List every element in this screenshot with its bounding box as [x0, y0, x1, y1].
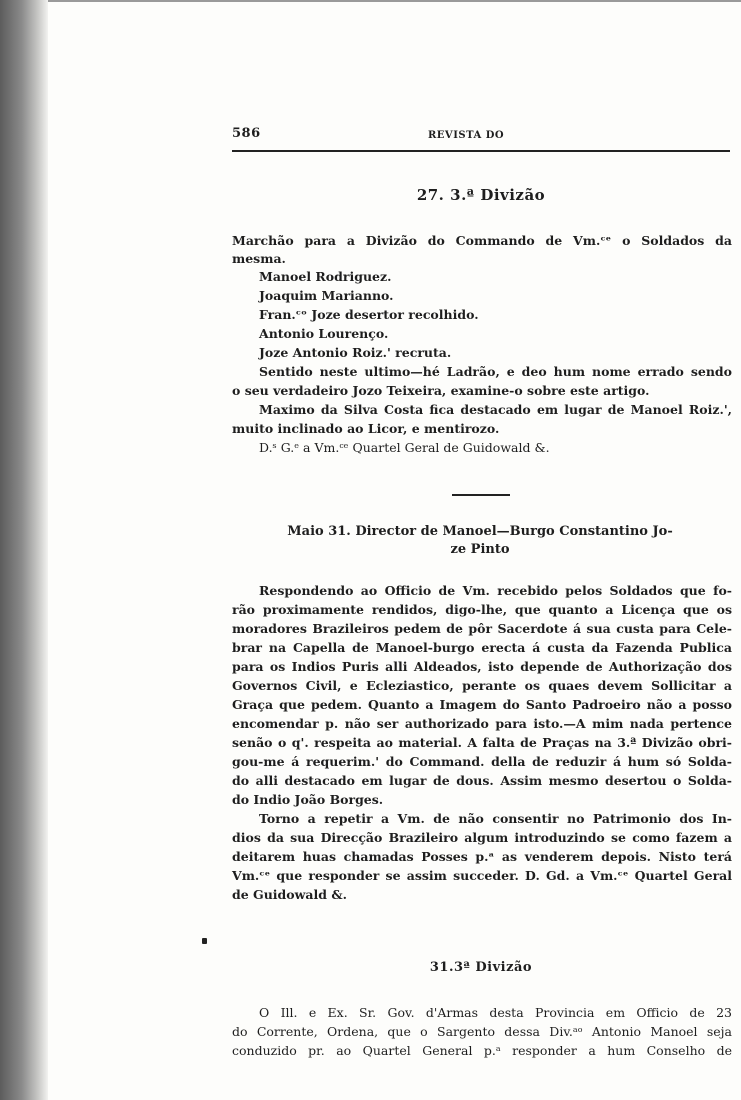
- text-line: conduzido pr. ao Quartel General p.ᵃ responder a hum Conselho de: [232, 1043, 732, 1058]
- top-edge-line: [48, 0, 741, 2]
- text-line: O Ill. e Ex. Sr. Gov. d'Armas desta Provincia em Officio de 23: [259, 1005, 732, 1020]
- text-line: deitarem huas chamadas Posses p.ᵃ as venderem depois. Nisto terá: [232, 849, 732, 864]
- heading-line: ze Pinto: [450, 542, 510, 557]
- text-line: moradores Brazileiros pedem de pôr Sacerdote á sua custa para Cele-: [232, 621, 732, 636]
- section-heading-3a-divizao: 27. 3.ª Divizão: [416, 186, 546, 204]
- text-line: Maximo da Silva Costa fica destacado em lugar de Manoel Roiz.',: [259, 402, 732, 417]
- text-line: Governos Civil, e Ecleziastico, perante os quaes devem Sollicitar a: [232, 678, 732, 693]
- text-line: Respondendo ao Officio de Vm. recebido pelos Soldados que fo-: [259, 583, 732, 598]
- section-heading-31-3a-divizao: 31.3ª Divizão: [429, 960, 533, 975]
- text-line: dios da sua Direcção Brazileiro algum introduzindo se como fazem a: [232, 830, 732, 845]
- text-line: Antonio Lourenço.: [259, 326, 389, 341]
- text-line: de Guidowald &.: [232, 887, 347, 902]
- text-line: do alli destacado em lugar de dous. Assim mesmo desertou o Solda-: [232, 773, 732, 788]
- text-line: Torno a repetir a Vm. de não consentir no Patrimonio dos In-: [259, 811, 732, 826]
- running-head: REVISTA DO: [428, 130, 505, 141]
- text-line: Marchão para a Divizão do Commando de Vm.ᶜᵉ o Soldados da: [232, 233, 732, 248]
- text-line: D.ˢ G.ᵉ a Vm.ᶜᵉ Quartel Geral de Guidowald &.: [259, 440, 550, 455]
- text-line: muito inclinado ao Licor, e mentirozo.: [232, 421, 500, 436]
- text-line: Fran.ᶜᵒ Joze desertor recolhido.: [259, 307, 479, 322]
- text-line: gou-me á requerim.' do Command. della de reduzir á hum só Solda-: [232, 754, 732, 769]
- text-line: Vm.ᶜᵉ que responder se assim succeder. D. Gd. a Vm.ᶜᵉ Quartel Geral: [232, 868, 732, 883]
- text-line: Manoel Rodriguez.: [259, 269, 392, 284]
- text-line: o seu verdadeiro Jozo Teixeira, examine-o sobre este artigo.: [232, 383, 650, 398]
- header-rule: [232, 150, 730, 152]
- text-line: mesma.: [232, 251, 286, 266]
- text-line: Joaquim Marianno.: [259, 288, 394, 303]
- text-line: senão o q'. respeita ao material. A falta de Praças na 3.ª Divizão obri-: [232, 735, 732, 750]
- text-line: do Corrente, Ordena, que o Sargento dessa Div.ᵃᵒ Antonio Manoel seja: [232, 1024, 732, 1039]
- text-line: brar na Capella de Manoel-burgo erecta á custa da Fazenda Publica: [232, 640, 732, 655]
- text-line: rão proximamente rendidos, digo-lhe, que quanto a Licença que os: [232, 602, 732, 617]
- book-binding-shadow: [0, 0, 48, 1100]
- section-heading-maio-31: [228, 523, 732, 559]
- text-line: do Indio João Borges.: [232, 792, 384, 807]
- section-divider: [452, 494, 510, 496]
- margin-mark: [202, 938, 207, 944]
- text-line: Joze Antonio Roiz.' recruta.: [259, 345, 452, 360]
- text-line: para os Indios Puris alli Aldeados, isto depende de Authorização dos: [232, 659, 732, 674]
- text-line: encomendar p. não ser authorizado para isto.—A mim nada pertence: [232, 716, 732, 731]
- text-line: Sentido neste ultimo—hé Ladrão, e deo hum nome errado sendo: [259, 364, 732, 379]
- heading-line: Maio 31. Director de Manoel—Burgo Constantino Jo-: [287, 524, 673, 539]
- page-number: 586: [232, 126, 261, 141]
- text-line: Graça que pedem. Quanto a Imagem do Santo Padroeiro não a posso: [232, 697, 732, 712]
